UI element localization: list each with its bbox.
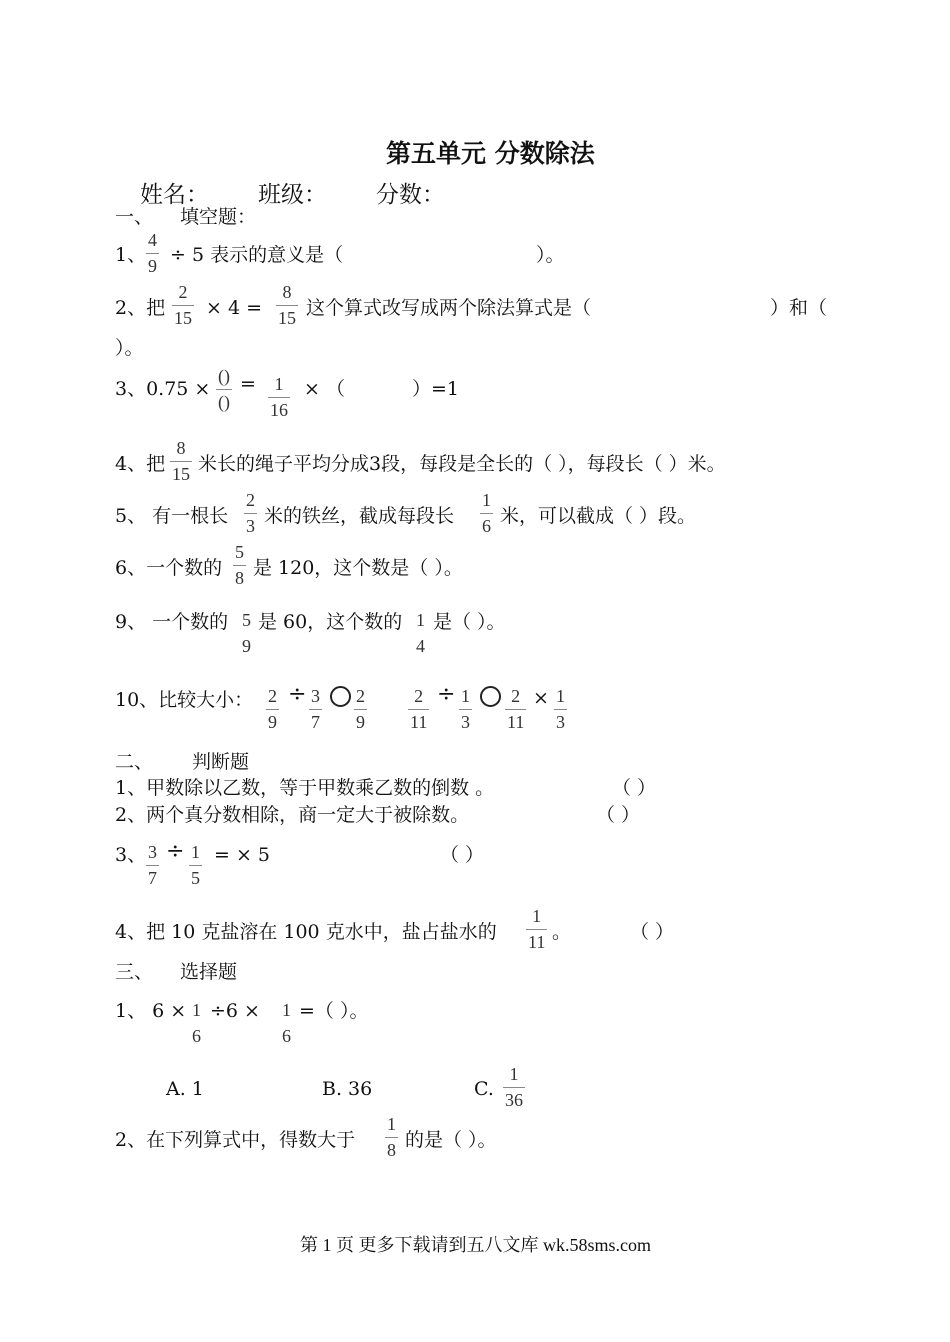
q6-end: 是 120，这个数是（ ）。 [253, 557, 463, 579]
denominator: 7 [148, 868, 157, 888]
q5-fraction-a [244, 490, 257, 536]
q3-fraction [268, 374, 290, 420]
q3-equals: = [240, 373, 256, 395]
denominator: 16 [270, 400, 288, 420]
denominator: 6 [482, 516, 491, 536]
numerator: 1 [556, 686, 565, 706]
q10-fraction-2 [309, 686, 322, 732]
q3-number: 3、0.75 × [115, 378, 211, 400]
q10-number: 10、比较大小： [115, 689, 254, 711]
section-2-label: 判断题 [192, 751, 250, 773]
numerator: 4 [148, 230, 157, 250]
q2-fraction-a [172, 282, 194, 328]
q1-number: 1、 [115, 244, 147, 266]
q2-operator: × 4 = [206, 297, 263, 319]
q10-divide-1: ÷ [288, 682, 307, 707]
judge-q3-fraction-a [146, 842, 159, 888]
q9-fraction-a [240, 610, 253, 656]
judge-q1-text: 1、甲数除以乙数，等于甲数乘乙数的倒数 。 [115, 777, 495, 799]
q10-divide-2: ÷ [437, 682, 456, 707]
choice-q1-number: 1、 6 × [115, 1000, 187, 1022]
judge-q2-paren: （ ） [596, 804, 641, 826]
numerator: 1 [282, 1000, 291, 1020]
q9-end: 是（ ）。 [433, 611, 506, 633]
judge-q3-equation: = × 5 [214, 844, 271, 866]
compare-circle-2[interactable] [480, 686, 501, 707]
judge-q4-paren: （ ） [630, 921, 675, 943]
denominator: 4 [416, 636, 425, 656]
q6-number: 6、一个数的 [115, 557, 223, 579]
judge-q4-fraction [526, 906, 547, 952]
denominator: 3 [246, 516, 255, 536]
q5-fraction-b [480, 490, 493, 536]
q10-multiply: × [533, 687, 549, 709]
option-b: B. 36 [322, 1078, 373, 1100]
section-2-number: 二、 [115, 751, 154, 773]
q4-number: 4、把 [115, 453, 166, 475]
page-title: 第五单元 分数除法 [386, 139, 595, 168]
numerator: 1 [532, 906, 542, 926]
q3-tail: × （ [304, 378, 345, 400]
numerator: 3 [311, 686, 320, 706]
denominator: () [218, 392, 230, 412]
q10-fraction-3 [354, 686, 367, 732]
class-label: 班级： [258, 182, 327, 208]
q3-fraction-blank [216, 366, 232, 412]
q10-fraction-7 [554, 686, 567, 732]
denominator: 3 [461, 712, 470, 732]
numerator: 8 [282, 282, 292, 302]
denominator: 9 [356, 712, 365, 732]
judge-q3-number: 3、 [115, 844, 147, 866]
denominator: 11 [507, 712, 525, 732]
numerator: 5 [242, 610, 251, 630]
judge-q1-paren: （ ） [612, 777, 657, 799]
numerator: 1 [482, 490, 491, 510]
choice-q1-mid: ÷6 × [210, 1000, 260, 1022]
choice-q1-fraction-b [280, 1000, 293, 1046]
q4-text: 米长的绳子平均分成3段，每段是全长的（ ），每段长（ ）米。 [198, 453, 726, 475]
q10-fraction-4 [408, 686, 429, 732]
numerator: 1 [461, 686, 470, 706]
numerator: 8 [176, 438, 186, 458]
denominator: 11 [410, 712, 428, 732]
q2-and: ）和（ [770, 297, 828, 319]
q10-fraction-5 [459, 686, 472, 732]
denominator: 8 [235, 568, 244, 588]
denominator: 15 [172, 464, 190, 484]
denominator: 5 [191, 868, 200, 888]
section-3-label: 选择题 [180, 961, 238, 983]
option-a: A. 1 [166, 1078, 204, 1100]
name-label: 姓名： [140, 182, 209, 208]
q5-number: 5、 有一根长 [115, 505, 229, 527]
denominator: 9 [148, 256, 157, 276]
numerator: 2 [178, 282, 188, 302]
denominator: 11 [528, 932, 546, 952]
option-c-fraction [503, 1064, 525, 1110]
judge-q3-fraction-b [189, 842, 202, 888]
q9-fraction-b [414, 610, 427, 656]
page-footer: 第 1 页 更多下载请到五八文库 wk.58sms.com [300, 1235, 651, 1255]
judge-q2-text: 2、两个真分数相除，商一定大于被除数。 [115, 804, 470, 826]
q9-number: 9、 一个数的 [115, 611, 229, 633]
choice-q1-fraction-a [190, 1000, 203, 1046]
choice-q2-end: 的是（ ）。 [405, 1129, 497, 1151]
q10-fraction-1 [266, 686, 279, 732]
q4-fraction [170, 438, 192, 484]
denominator: 7 [311, 712, 320, 732]
judge-q4-end: 。 [552, 921, 572, 943]
q2-text: 这个算式改写成两个除法算式是（ [306, 297, 592, 319]
numerator: 1 [274, 374, 284, 394]
q2-number: 2、把 [115, 297, 166, 319]
denominator: 36 [505, 1090, 523, 1110]
numerator: 2 [246, 490, 255, 510]
choice-q2-fraction [385, 1114, 398, 1160]
denominator: 3 [556, 712, 565, 732]
score-label: 分数： [376, 182, 445, 208]
q6-fraction [233, 542, 246, 588]
numerator: 1 [509, 1064, 519, 1084]
q3-end: ）=1 [412, 378, 460, 400]
judge-q4-text: 4、把 10 克盐溶在 100 克水中，盐占盐水的 [115, 921, 497, 943]
numerator: 2 [268, 686, 277, 706]
q2-fraction-b [276, 282, 298, 328]
judge-q3-divide: ÷ [166, 839, 185, 864]
q9-text: 是 60，这个数的 [258, 611, 403, 633]
section-1-label: 填空题： [180, 206, 257, 228]
choice-q1-end: =（ ）。 [299, 1000, 369, 1022]
q5-text: 米的铁丝，截成每段长 [264, 505, 455, 527]
numerator: 1 [192, 1000, 201, 1020]
denominator: 6 [192, 1026, 201, 1046]
q1-text: ÷ 5 表示的意义是（ [170, 244, 344, 266]
q2-wrap: ）。 [115, 337, 144, 359]
numerator: 1 [387, 1114, 396, 1134]
numerator: 2 [511, 686, 521, 706]
denominator: 8 [387, 1140, 396, 1160]
numerator: 1 [416, 610, 425, 630]
numerator: () [218, 366, 230, 386]
judge-q3-paren: （ ） [440, 844, 485, 866]
denominator: 15 [278, 308, 296, 328]
q1-end: ）。 [536, 244, 565, 266]
denominator: 15 [174, 308, 192, 328]
compare-circle-1[interactable] [330, 686, 351, 707]
section-3-number: 三、 [115, 961, 154, 983]
option-c: C. [474, 1078, 494, 1100]
numerator: 5 [235, 542, 244, 562]
q5-end: 米，可以截成（ ）段。 [500, 505, 697, 527]
q10-fraction-6 [505, 686, 526, 732]
numerator: 2 [356, 686, 365, 706]
numerator: 2 [414, 686, 424, 706]
denominator: 6 [282, 1026, 291, 1046]
q1-fraction [146, 230, 159, 276]
numerator: 1 [191, 842, 200, 862]
denominator: 9 [242, 636, 251, 656]
section-1-number: 一、 [115, 206, 154, 228]
choice-q2-text: 2、在下列算式中，得数大于 [115, 1129, 356, 1151]
denominator: 9 [268, 712, 277, 732]
numerator: 3 [148, 842, 157, 862]
